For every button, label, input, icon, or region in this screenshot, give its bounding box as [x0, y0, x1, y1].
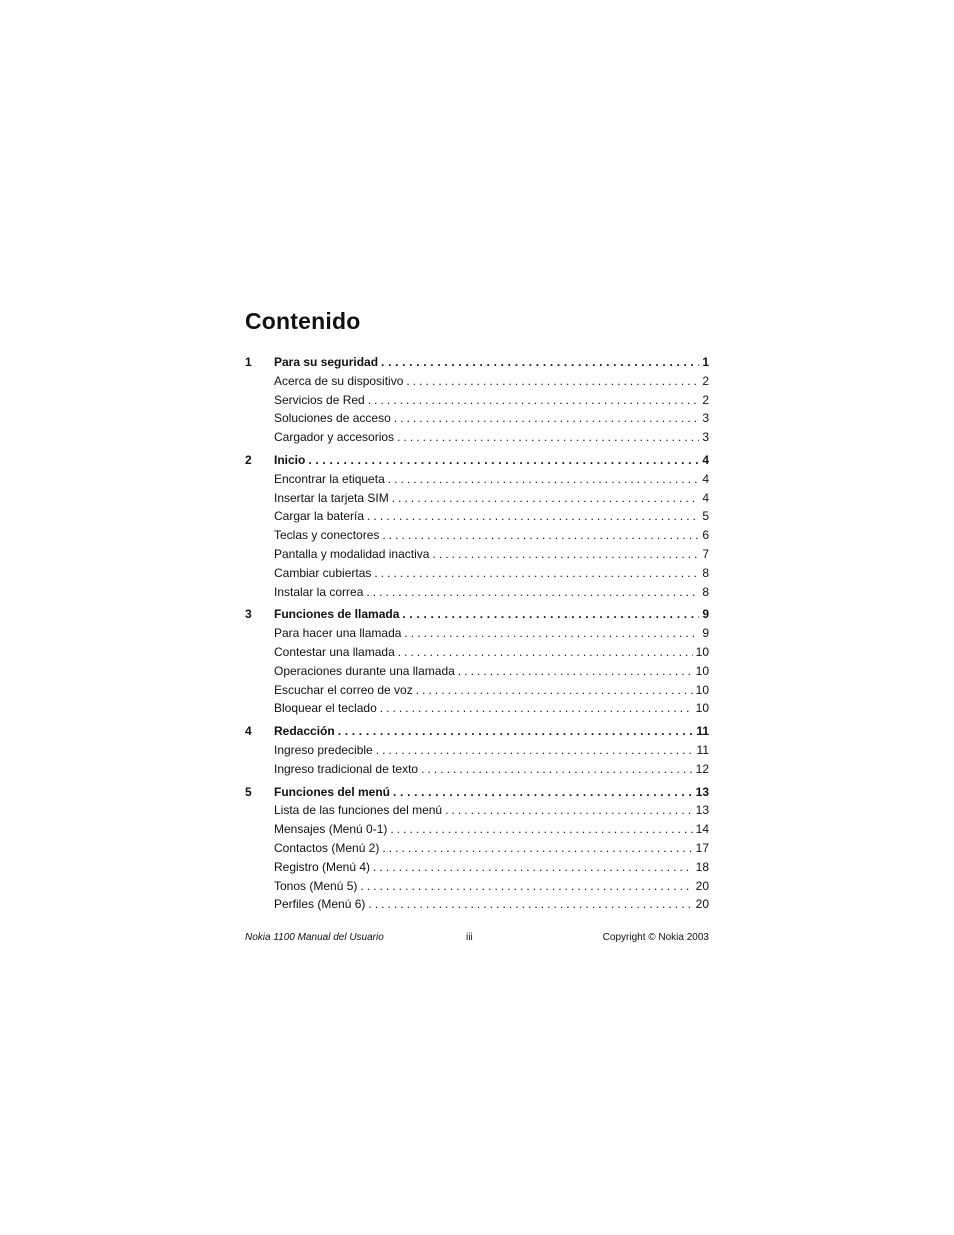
dot-leader: [402, 605, 699, 624]
toc-chapter: [245, 353, 709, 447]
section-title: Operaciones durante una llamada: [274, 663, 455, 678]
toc-section-entry[interactable]: [245, 662, 709, 681]
section-page: 12: [695, 761, 709, 776]
section-page: 10: [695, 644, 709, 659]
section-page: 7: [702, 546, 709, 561]
section-page: 9: [702, 626, 709, 641]
toc-chapter-entry[interactable]: [245, 783, 709, 802]
toc-chapter-entry[interactable]: [245, 451, 709, 470]
dot-leader: [381, 353, 699, 372]
section-page: 4: [702, 490, 709, 505]
dot-leader: [382, 839, 692, 858]
chapter-page: 1: [702, 355, 709, 369]
dot-leader: [380, 699, 693, 718]
dot-leader: [394, 409, 700, 428]
section-title: Bloquear el teclado: [274, 701, 377, 716]
dot-leader: [392, 489, 700, 508]
dot-leader: [404, 624, 699, 643]
toc-section-entry[interactable]: [245, 820, 709, 839]
toc-chapter-entry[interactable]: [245, 353, 709, 372]
dot-leader: [367, 507, 699, 526]
chapter-title: Redacción: [274, 724, 335, 739]
toc-section-entry[interactable]: [245, 801, 709, 820]
section-page: 10: [695, 682, 709, 697]
toc-section-entry[interactable]: [245, 391, 709, 410]
toc-section-entry[interactable]: [245, 839, 709, 858]
section-title: Lista de las funciones del menú: [274, 803, 443, 818]
chapter-number: 3: [245, 607, 252, 622]
section-title: Para hacer una llamada: [274, 626, 402, 641]
toc-section-entry[interactable]: [245, 526, 709, 545]
chapter-page: 13: [695, 784, 709, 799]
dot-leader: [432, 545, 699, 564]
table-of-contents: [245, 353, 709, 918]
section-title: Cargar la batería: [274, 509, 365, 524]
section-title: Encontrar la etiqueta: [274, 471, 385, 486]
dot-leader: [376, 741, 694, 760]
chapter-title: Funciones del menú: [274, 784, 391, 799]
toc-section-entry[interactable]: [245, 699, 709, 718]
dot-leader: [366, 583, 699, 602]
toc-chapter: [245, 451, 709, 601]
dot-leader: [445, 801, 693, 820]
section-title: Contactos (Menú 2): [274, 840, 380, 855]
footer-manual-title: Nokia 1100 Manual del Usuario: [245, 932, 384, 943]
footer-page-number: iii: [466, 932, 473, 943]
dot-leader: [338, 722, 694, 741]
dot-leader: [406, 372, 699, 391]
section-page: 20: [695, 878, 709, 893]
toc-chapter-entry[interactable]: [245, 605, 709, 624]
toc-section-entry[interactable]: [245, 428, 709, 447]
section-page: 8: [702, 565, 709, 580]
section-title: Teclas y conectores: [274, 528, 380, 543]
dot-leader: [374, 564, 699, 583]
dot-leader: [398, 643, 693, 662]
toc-section-entry[interactable]: [245, 643, 709, 662]
toc-section-entry[interactable]: [245, 741, 709, 760]
chapter-page: 9: [702, 607, 709, 622]
toc-section-entry[interactable]: [245, 545, 709, 564]
toc-section-entry[interactable]: [245, 583, 709, 602]
section-title: Perfiles (Menú 6): [274, 897, 366, 912]
section-title: Cargador y accesorios: [274, 430, 395, 445]
toc-section-entry[interactable]: [245, 760, 709, 779]
section-title: Contestar una llamada: [274, 644, 395, 659]
dot-leader: [368, 895, 692, 914]
section-page: 2: [702, 392, 709, 407]
toc-section-entry[interactable]: [245, 624, 709, 643]
toc-chapter: [245, 605, 709, 718]
section-page: 4: [702, 471, 709, 486]
chapter-number: 5: [245, 784, 252, 799]
section-title: Registro (Menú 4): [274, 859, 371, 874]
toc-section-entry[interactable]: [245, 489, 709, 508]
toc-chapter: [245, 722, 709, 778]
section-page: 8: [702, 584, 709, 599]
dot-leader: [393, 783, 693, 802]
section-title: Ingreso predecible: [274, 742, 373, 757]
dot-leader: [368, 391, 700, 410]
section-title: Cambiar cubiertas: [274, 565, 372, 580]
chapter-number: 2: [245, 452, 252, 467]
section-page: 17: [695, 840, 709, 855]
section-page: 2: [702, 373, 709, 388]
dot-leader: [397, 428, 699, 447]
section-page: 3: [702, 430, 709, 445]
chapter-title: Para su seguridad: [274, 355, 379, 369]
section-title: Pantalla y modalidad inactiva: [274, 546, 430, 561]
toc-section-entry[interactable]: [245, 372, 709, 391]
section-page: 10: [695, 663, 709, 678]
dot-leader: [390, 820, 692, 839]
section-title: Servicios de Red: [274, 392, 365, 407]
toc-section-entry[interactable]: [245, 409, 709, 428]
toc-section-entry[interactable]: [245, 877, 709, 896]
section-title: Soluciones de acceso: [274, 411, 391, 426]
toc-section-entry[interactable]: [245, 895, 709, 914]
toc-chapter-entry[interactable]: [245, 722, 709, 741]
toc-chapter: [245, 783, 709, 915]
chapter-title: Funciones de llamada: [274, 607, 400, 622]
page-title: Contenido: [245, 308, 361, 334]
section-page: 5: [702, 509, 709, 524]
toc-section-entry[interactable]: [245, 858, 709, 877]
section-title: Insertar la tarjeta SIM: [274, 490, 389, 505]
section-page: 18: [695, 859, 709, 874]
section-title: Escuchar el correo de voz: [274, 682, 413, 697]
toc-section-entry[interactable]: [245, 507, 709, 526]
section-page: 13: [695, 803, 709, 818]
section-page: 10: [695, 701, 709, 716]
section-title: Mensajes (Menú 0-1): [274, 822, 388, 837]
section-page: 14: [695, 822, 709, 837]
dot-leader: [382, 526, 699, 545]
section-title: Acerca de su dispositivo: [274, 373, 404, 388]
section-title: Instalar la correa: [274, 584, 364, 599]
dot-leader: [388, 470, 700, 489]
toc-section-entry[interactable]: [245, 681, 709, 700]
dot-leader: [458, 662, 693, 681]
chapter-number: 1: [245, 355, 252, 369]
chapter-title: Inicio: [274, 452, 306, 467]
toc-section-entry[interactable]: [245, 470, 709, 489]
section-title: Ingreso tradicional de texto: [274, 761, 419, 776]
section-title: Tonos (Menú 5): [274, 878, 358, 893]
section-page: 11: [696, 742, 709, 757]
dot-leader: [416, 681, 693, 700]
dot-leader: [421, 760, 693, 779]
toc-section-entry[interactable]: [245, 564, 709, 583]
section-page: 20: [695, 897, 709, 912]
chapter-page: 4: [702, 452, 709, 467]
page-footer: [245, 930, 709, 946]
dot-leader: [373, 858, 693, 877]
footer-copyright: Copyright © Nokia 2003: [602, 932, 709, 943]
chapter-number: 4: [245, 724, 252, 739]
dot-leader: [360, 877, 692, 896]
section-page: 6: [702, 528, 709, 543]
dot-leader: [308, 451, 699, 470]
chapter-page: 11: [696, 724, 709, 739]
section-page: 3: [702, 411, 709, 426]
